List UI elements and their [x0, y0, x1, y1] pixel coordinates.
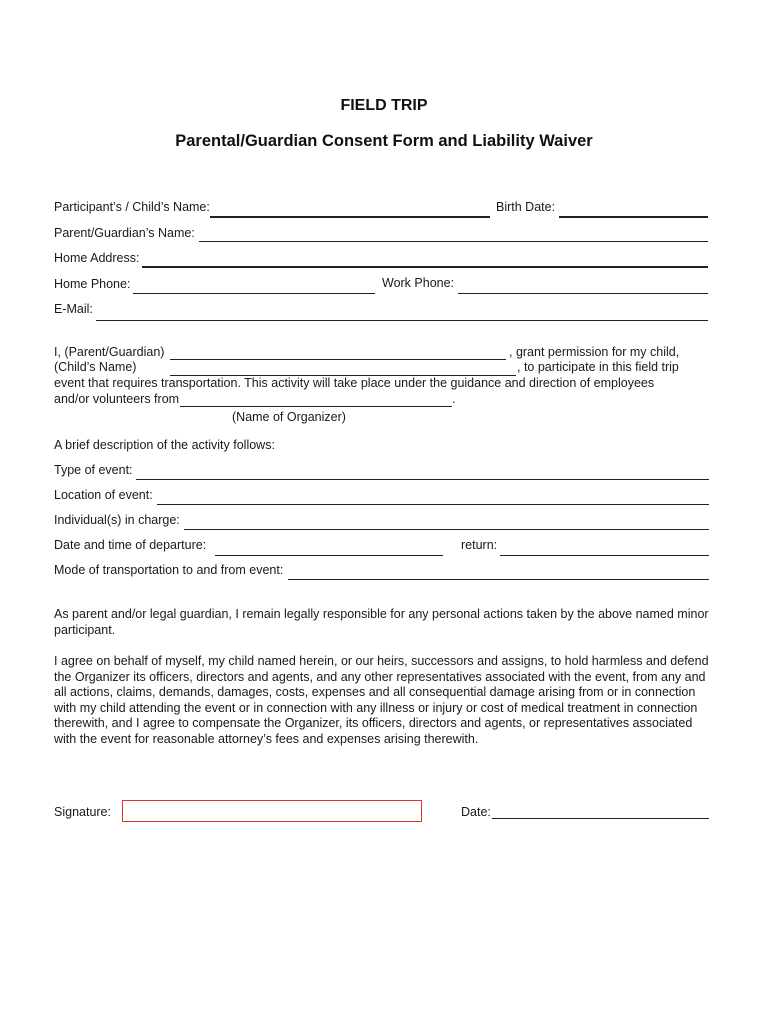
- birth-date-label: Birth Date:: [496, 200, 556, 214]
- organizer-caption: (Name of Organizer): [232, 410, 346, 424]
- home-address-field[interactable]: [142, 250, 708, 268]
- form-subtitle: Parental/Guardian Consent Form and Liability Waiver: [175, 132, 593, 150]
- form-title: FIELD TRIP: [340, 97, 428, 114]
- event-location-label: Location of event:: [54, 488, 153, 502]
- birth-date-field[interactable]: [559, 200, 708, 218]
- consent-text-2: , grant permission for my child,: [509, 345, 680, 359]
- work-phone-label: Work Phone:: [382, 276, 455, 290]
- consent-text-3: (Child’s Name): [54, 360, 137, 374]
- activity-intro: A brief description of the activity follows:: [54, 438, 275, 452]
- in-charge-label: Individual(s) in charge:: [54, 513, 180, 527]
- consent-text-4: , to participate in this field trip: [517, 360, 679, 374]
- home-phone-label: Home Phone:: [54, 277, 131, 291]
- email-field[interactable]: [96, 303, 708, 321]
- event-type-label: Type of event:: [54, 463, 133, 477]
- childs-name-field[interactable]: [170, 358, 516, 376]
- consent-text-7: .: [452, 392, 456, 406]
- home-phone-field[interactable]: [133, 276, 375, 294]
- organizer-name-field[interactable]: [180, 389, 452, 407]
- consent-text-5: event that requires transportation. This activity will take place under the guidance and direction of employees: [54, 376, 655, 390]
- transport-field[interactable]: [288, 562, 709, 580]
- child-name-field[interactable]: [210, 200, 490, 218]
- parent-name-label: Parent/Guardian’s Name:: [54, 226, 195, 240]
- signature-date-field[interactable]: [492, 801, 709, 819]
- transport-label: Mode of transportation to and from event:: [54, 563, 284, 577]
- child-name-label: Participant’s / Child’s Name:: [54, 200, 210, 214]
- email-label: E-Mail:: [54, 302, 93, 316]
- parent-name-field[interactable]: [199, 224, 708, 242]
- responsibility-paragraph: As parent and/or legal guardian, I remain legally responsible for any personal actions taken by the above named minor participant.: [54, 607, 709, 637]
- date-label: Date:: [461, 805, 491, 819]
- event-type-field[interactable]: [136, 462, 709, 480]
- return-field[interactable]: [500, 538, 709, 556]
- signature-field[interactable]: [122, 800, 422, 822]
- return-label: return:: [461, 538, 498, 552]
- departure-label: Date and time of departure:: [54, 538, 207, 552]
- indemnity-paragraph: I agree on behalf of myself, my child named herein, or our heirs, successors and assigns, to hold harmless and defend the Organizer its officers, directors and agents, and any other representatives associated with the event, from any and all actions, claims, demands, damages, costs, expenses and all consequential damage arising from or in connection with my child attending the event or in connection with any illness or injury or cost of medical treatment in connection therewith, and I agree to compensate the Organizer, its officers, directors and agents, or representatives associated with the event for reasonable attorney’s fees and expenses arising therewith.: [54, 654, 709, 746]
- event-location-field[interactable]: [157, 487, 709, 505]
- home-address-label: Home Address:: [54, 251, 140, 265]
- consent-text-1: I, (Parent/Guardian): [54, 345, 165, 359]
- departure-field[interactable]: [215, 538, 443, 556]
- consent-text-6: and/or volunteers from: [54, 392, 180, 406]
- in-charge-field[interactable]: [184, 512, 709, 530]
- signature-label: Signature:: [54, 805, 111, 819]
- work-phone-field[interactable]: [458, 276, 708, 294]
